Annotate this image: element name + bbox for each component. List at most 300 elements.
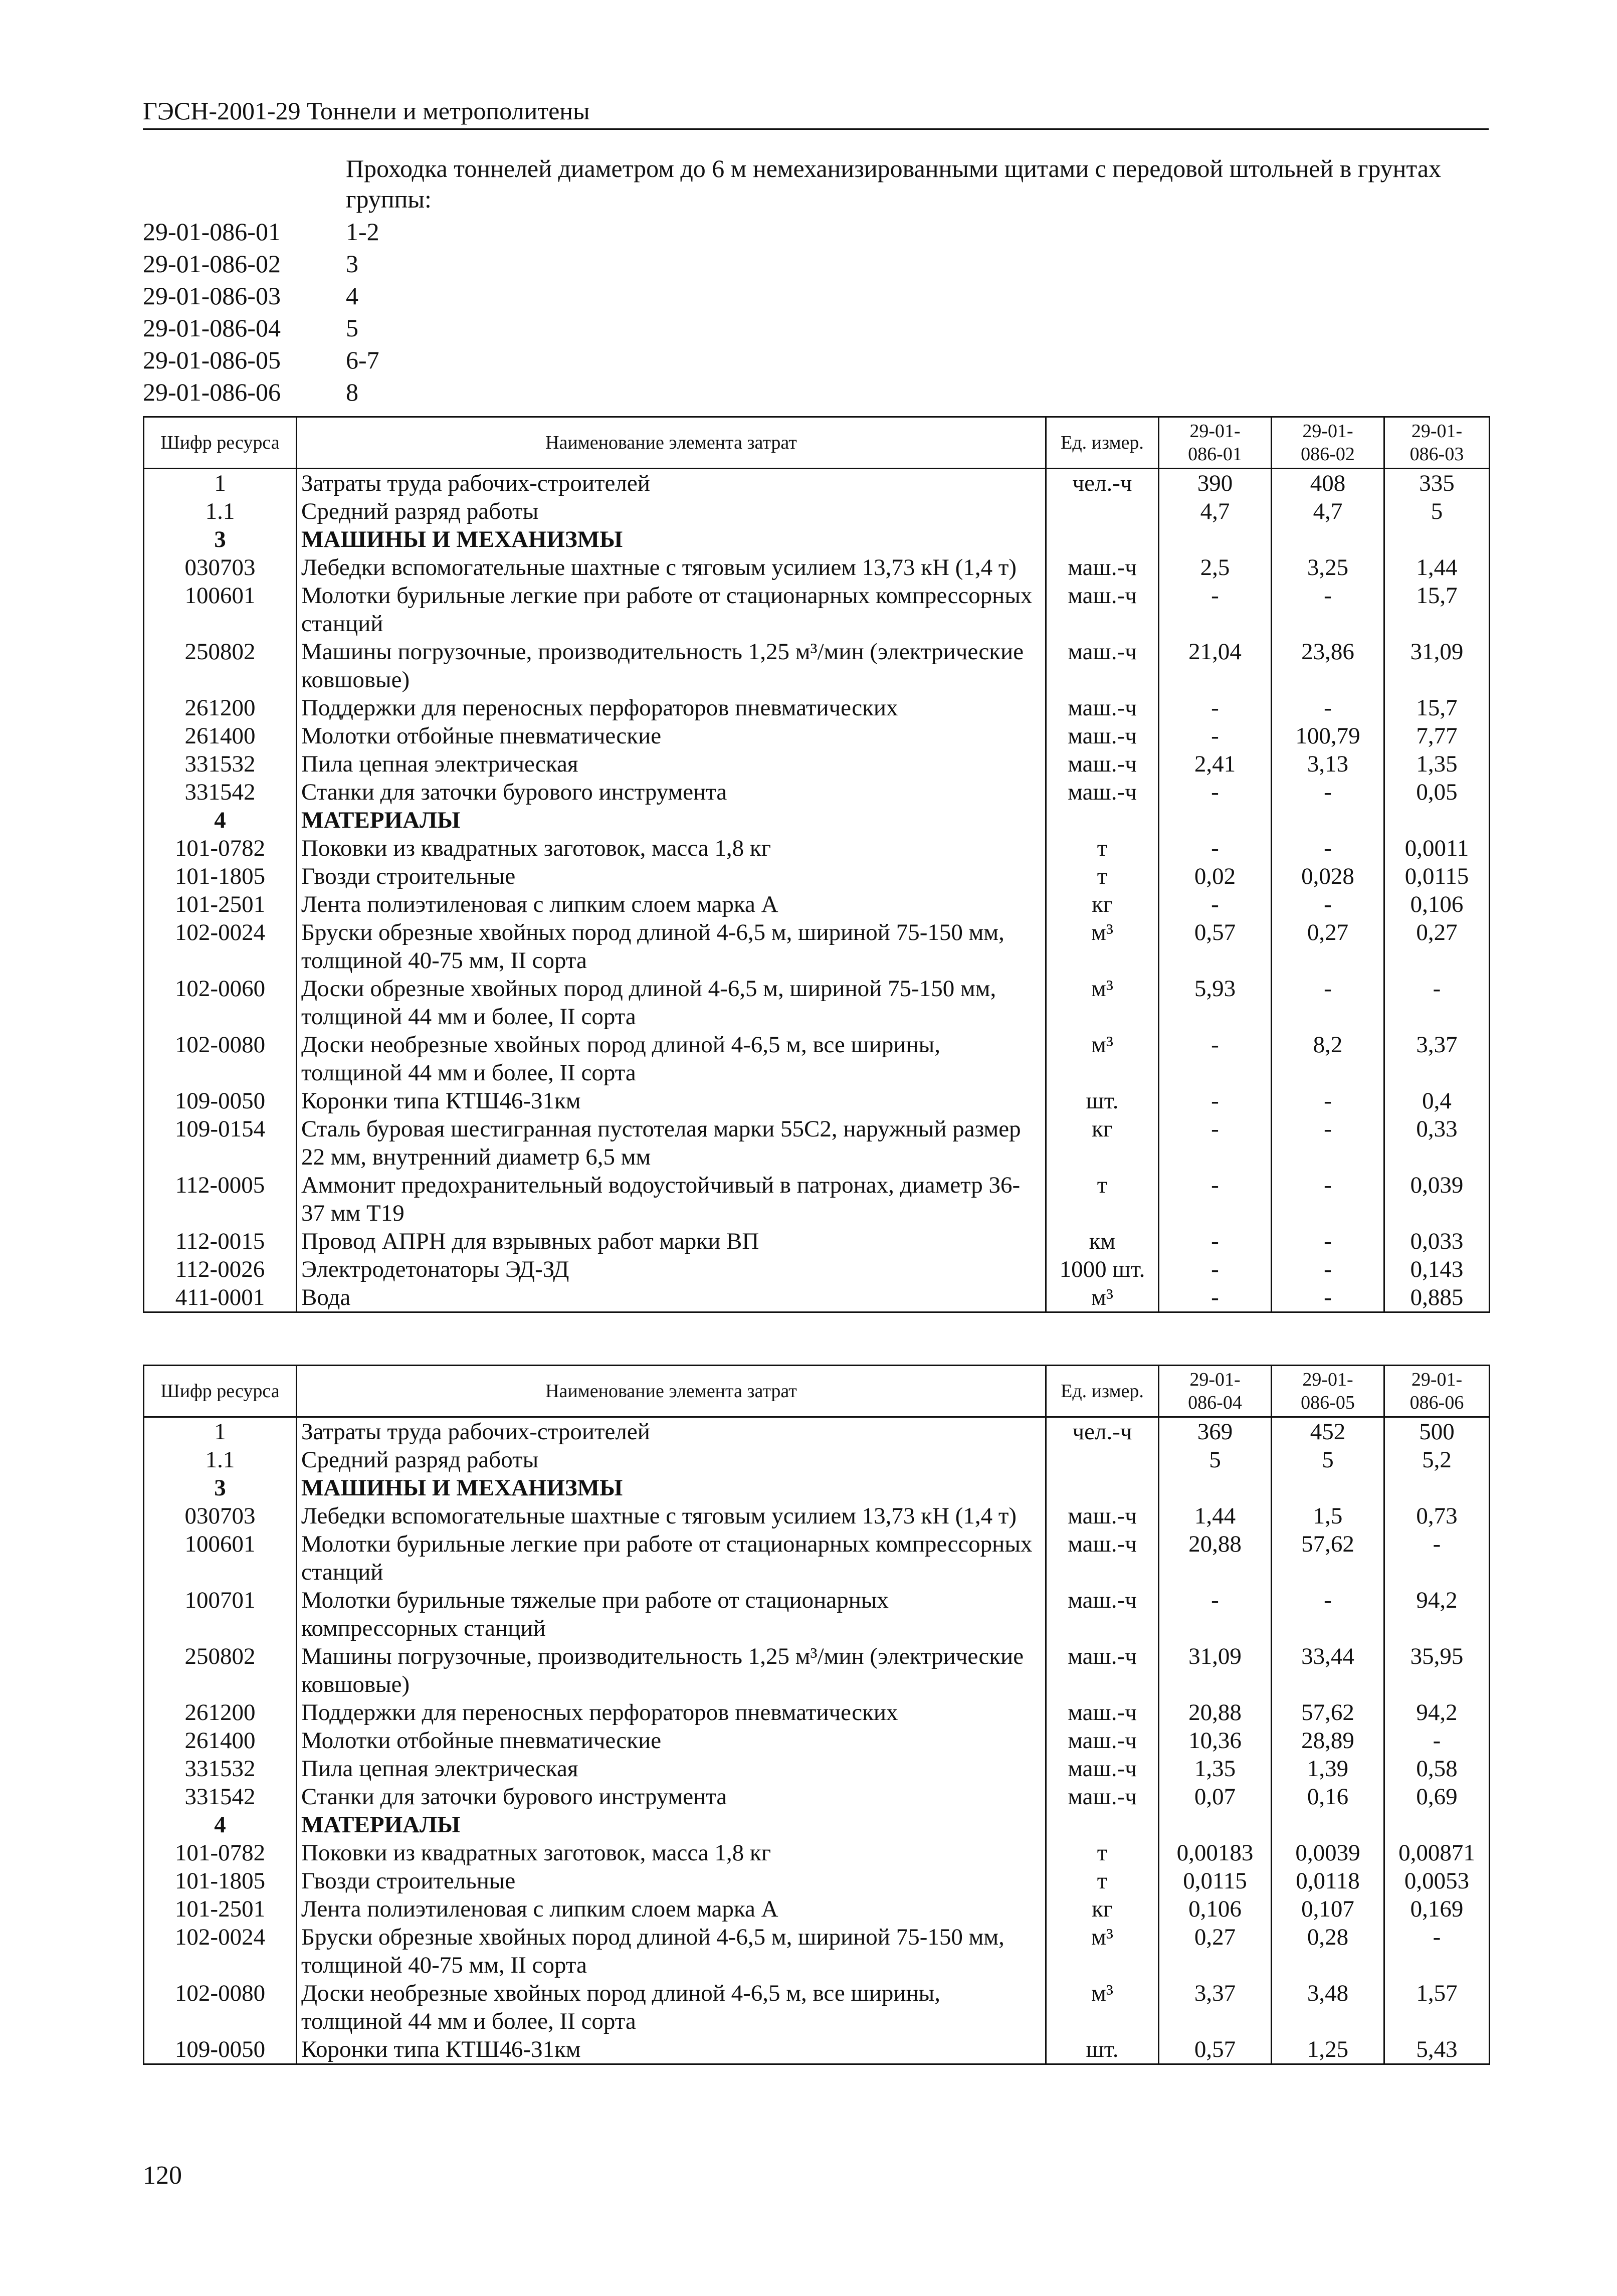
cell-code: 250802 xyxy=(144,1642,297,1698)
cell-value: 100,79 xyxy=(1272,722,1384,750)
cell-unit xyxy=(1046,806,1159,834)
cell-code: 1 xyxy=(144,469,297,498)
cell-name: Аммонит предохранительный водоустойчивый в патронах, диаметр 36-37 мм Т19 xyxy=(297,1171,1046,1227)
cell-code: 102-0080 xyxy=(144,1031,297,1087)
cell-value: 0,00183 xyxy=(1159,1839,1272,1867)
table-row xyxy=(144,1755,1490,1783)
cell-code: 109-0154 xyxy=(144,1115,297,1171)
cell-unit xyxy=(1046,497,1159,525)
cell-value xyxy=(1159,1474,1272,1502)
table-row xyxy=(144,1283,1490,1312)
cell-name: Станки для заточки бурового инструмента xyxy=(297,1783,1046,1811)
cell-value: 1,44 xyxy=(1159,1502,1272,1530)
code-list-group: 8 xyxy=(346,378,358,406)
cell-unit: т xyxy=(1046,834,1159,862)
cell-unit: м³ xyxy=(1046,975,1159,1031)
cell-code: 261400 xyxy=(144,1727,297,1755)
cell-value: 0,69 xyxy=(1384,1783,1490,1811)
cell-value: 0,33 xyxy=(1384,1115,1490,1171)
cell-unit: маш.-ч xyxy=(1046,722,1159,750)
cell-value: 0,27 xyxy=(1272,918,1384,975)
cell-name: МАТЕРИАЛЫ xyxy=(297,1811,1046,1839)
cell-code: 101-0782 xyxy=(144,834,297,862)
table-row xyxy=(144,778,1490,806)
cell-name: Лента полиэтиленовая с липким слоем марка А xyxy=(297,890,1046,918)
cell-value: - xyxy=(1272,1115,1384,1171)
table-row xyxy=(144,1446,1490,1474)
cell-value: - xyxy=(1159,1283,1272,1312)
cell-name: Сталь буровая шестигранная пустотелая марки 55С2, наружный размер 22 мм, внутренний диаметр 6,5 мм xyxy=(297,1115,1046,1171)
cell-value: 33,44 xyxy=(1272,1642,1384,1698)
cell-value: 8,2 xyxy=(1272,1031,1384,1087)
cell-unit: т xyxy=(1046,862,1159,890)
header-col: 29-01- 086-02 xyxy=(1272,417,1384,469)
cell-name: Гвозди строительные xyxy=(297,862,1046,890)
cell-name: Поддержки для переносных перфораторов пневматических xyxy=(297,1698,1046,1727)
code-list xyxy=(143,216,379,408)
header-unit: Ед. измер. xyxy=(1046,417,1159,469)
cell-name: МАТЕРИАЛЫ xyxy=(297,806,1046,834)
cell-value: 0,57 xyxy=(1159,2035,1272,2064)
cell-code: 101-1805 xyxy=(144,862,297,890)
cell-code: 331532 xyxy=(144,1755,297,1783)
cell-name: Поковки из квадратных заготовок, масса 1,8 кг xyxy=(297,834,1046,862)
cell-code: 101-2501 xyxy=(144,1895,297,1923)
cell-unit: чел.-ч xyxy=(1046,1417,1159,1446)
cell-value: - xyxy=(1159,778,1272,806)
cell-value xyxy=(1384,1811,1490,1839)
cell-code: 101-2501 xyxy=(144,890,297,918)
cell-value: - xyxy=(1159,834,1272,862)
cell-value: 4,7 xyxy=(1272,497,1384,525)
table-row xyxy=(144,553,1490,582)
table-row xyxy=(144,638,1490,694)
cell-unit xyxy=(1046,1474,1159,1502)
cell-unit: маш.-ч xyxy=(1046,1783,1159,1811)
table-body xyxy=(144,1417,1490,2064)
table-row xyxy=(144,1839,1490,1867)
cell-value: 3,48 xyxy=(1272,1979,1384,2035)
code-list-group: 1-2 xyxy=(346,218,379,246)
header-unit: Ед. измер. xyxy=(1046,1366,1159,1417)
cell-value: 94,2 xyxy=(1384,1586,1490,1642)
cell-value: 21,04 xyxy=(1159,638,1272,694)
cell-unit: маш.-ч xyxy=(1046,778,1159,806)
table-row xyxy=(144,1727,1490,1755)
cell-unit xyxy=(1046,525,1159,553)
cell-unit: маш.-ч xyxy=(1046,1586,1159,1642)
resource-table-1 xyxy=(143,416,1490,1313)
code-list-code: 29-01-086-01 xyxy=(143,218,281,246)
cell-unit: кг xyxy=(1046,1895,1159,1923)
cell-unit: маш.-ч xyxy=(1046,582,1159,638)
cell-value: - xyxy=(1159,1115,1272,1171)
cell-value: - xyxy=(1272,1283,1384,1312)
cell-unit: маш.-ч xyxy=(1046,1642,1159,1698)
cell-name: Лебедки вспомогательные шахтные с тяговым усилием 13,73 кН (1,4 т) xyxy=(297,1502,1046,1530)
cell-value: - xyxy=(1159,1227,1272,1255)
cell-value: 1,5 xyxy=(1272,1502,1384,1530)
cell-value: 5 xyxy=(1272,1446,1384,1474)
table-row xyxy=(144,1530,1490,1586)
cell-value: 31,09 xyxy=(1159,1642,1272,1698)
cell-name: Станки для заточки бурового инструмента xyxy=(297,778,1046,806)
cell-name: Доски необрезные хвойных пород длиной 4-6,5 м, все ширины, толщиной 44 мм и более, II сорта xyxy=(297,1031,1046,1087)
cell-value xyxy=(1159,1811,1272,1839)
cell-value: 94,2 xyxy=(1384,1698,1490,1727)
cell-value: - xyxy=(1272,834,1384,862)
cell-value: 390 xyxy=(1159,469,1272,498)
cell-value: - xyxy=(1272,1586,1384,1642)
cell-value: 0,00871 xyxy=(1384,1839,1490,1867)
cell-value: - xyxy=(1159,722,1272,750)
cell-name: Машины погрузочные, производительность 1,25 м³/мин (электрические ковшовые) xyxy=(297,638,1046,694)
cell-code: 261400 xyxy=(144,722,297,750)
cell-value: 5 xyxy=(1159,1446,1272,1474)
cell-name: Вода xyxy=(297,1283,1046,1312)
cell-value: 408 xyxy=(1272,469,1384,498)
cell-value: - xyxy=(1159,1586,1272,1642)
cell-name: Электродетонаторы ЭД-ЗД xyxy=(297,1255,1046,1283)
cell-value: 1,35 xyxy=(1159,1755,1272,1783)
cell-name: Лебедки вспомогательные шахтные с тяговым усилием 13,73 кН (1,4 т) xyxy=(297,553,1046,582)
section-row xyxy=(144,1811,1490,1839)
cell-value: 4,7 xyxy=(1159,497,1272,525)
cell-value: - xyxy=(1272,1255,1384,1283)
cell-value xyxy=(1272,1811,1384,1839)
cell-value: 0,0039 xyxy=(1272,1839,1384,1867)
cell-code: 100601 xyxy=(144,582,297,638)
cell-value: - xyxy=(1159,1031,1272,1087)
cell-value: 0,07 xyxy=(1159,1783,1272,1811)
cell-value: - xyxy=(1272,778,1384,806)
cell-value: 5 xyxy=(1384,497,1490,525)
cell-value: 10,36 xyxy=(1159,1727,1272,1755)
section-row xyxy=(144,806,1490,834)
cell-unit: км xyxy=(1046,1227,1159,1255)
code-list-item xyxy=(143,216,379,248)
cell-name: Пила цепная электрическая xyxy=(297,1755,1046,1783)
code-list-code: 29-01-086-06 xyxy=(143,378,281,406)
cell-value: - xyxy=(1159,1171,1272,1227)
resource-table-2 xyxy=(143,1365,1490,2065)
cell-value: - xyxy=(1272,1171,1384,1227)
cell-unit: кг xyxy=(1046,1115,1159,1171)
cell-code: 102-0080 xyxy=(144,1979,297,2035)
code-list-item xyxy=(143,376,379,408)
cell-value: - xyxy=(1272,582,1384,638)
code-list-group: 4 xyxy=(346,282,358,310)
cell-value: 5,43 xyxy=(1384,2035,1490,2064)
table-row xyxy=(144,975,1490,1031)
cell-unit: маш.-ч xyxy=(1046,638,1159,694)
code-list-item xyxy=(143,280,379,312)
cell-code: 261200 xyxy=(144,1698,297,1727)
table-row xyxy=(144,1031,1490,1087)
cell-value: 452 xyxy=(1272,1417,1384,1446)
table-row xyxy=(144,1255,1490,1283)
cell-value xyxy=(1272,806,1384,834)
table-row xyxy=(144,834,1490,862)
cell-code: 1.1 xyxy=(144,497,297,525)
cell-value: 23,86 xyxy=(1272,638,1384,694)
cell-code: 100701 xyxy=(144,1586,297,1642)
cell-unit: 1000 шт. xyxy=(1046,1255,1159,1283)
cell-name: Пила цепная электрическая xyxy=(297,750,1046,778)
cell-unit: маш.-ч xyxy=(1046,750,1159,778)
code-list-group: 5 xyxy=(346,314,358,342)
table-row xyxy=(144,1895,1490,1923)
code-list-group: 6-7 xyxy=(346,346,379,374)
cell-value: 0,169 xyxy=(1384,1895,1490,1923)
cell-value: 1,44 xyxy=(1384,553,1490,582)
table-row xyxy=(144,1923,1490,1979)
table-row xyxy=(144,1642,1490,1698)
cell-value: 57,62 xyxy=(1272,1530,1384,1586)
cell-code: 4 xyxy=(144,806,297,834)
code-list-code: 29-01-086-03 xyxy=(143,282,281,310)
code-list-item xyxy=(143,312,379,344)
cell-code: 101-1805 xyxy=(144,1867,297,1895)
header-col: 29-01- 086-03 xyxy=(1384,417,1490,469)
code-list-code: 29-01-086-04 xyxy=(143,314,281,342)
cell-unit: м³ xyxy=(1046,1283,1159,1312)
cell-code: 1.1 xyxy=(144,1446,297,1474)
cell-value xyxy=(1159,806,1272,834)
cell-code: 102-0060 xyxy=(144,975,297,1031)
cell-unit: маш.-ч xyxy=(1046,1727,1159,1755)
cell-value xyxy=(1384,1474,1490,1502)
header-col: 29-01- 086-01 xyxy=(1159,417,1272,469)
code-list-item xyxy=(143,344,379,376)
cell-code: 250802 xyxy=(144,638,297,694)
cell-unit: м³ xyxy=(1046,1923,1159,1979)
cell-name: Молотки отбойные пневматические xyxy=(297,1727,1046,1755)
table-row xyxy=(144,750,1490,778)
cell-code: 112-0026 xyxy=(144,1255,297,1283)
cell-name: Гвозди строительные xyxy=(297,1867,1046,1895)
cell-value: - xyxy=(1384,1923,1490,1979)
cell-value: 0,885 xyxy=(1384,1283,1490,1312)
cell-name: Провод АПРН для взрывных работ марки ВП xyxy=(297,1227,1046,1255)
cell-name: Коронки типа КТШ46-31км xyxy=(297,2035,1046,2064)
cell-value: 7,77 xyxy=(1384,722,1490,750)
table-row xyxy=(144,1698,1490,1727)
cell-code: 109-0050 xyxy=(144,1087,297,1115)
cell-name: Поддержки для переносных перфораторов пневматических xyxy=(297,694,1046,722)
cell-value: - xyxy=(1159,694,1272,722)
section-row xyxy=(144,1474,1490,1502)
table-row xyxy=(144,890,1490,918)
cell-name: Средний разряд работы xyxy=(297,1446,1046,1474)
cell-unit: маш.-ч xyxy=(1046,1530,1159,1586)
cell-value: 1,25 xyxy=(1272,2035,1384,2064)
cell-value: 57,62 xyxy=(1272,1698,1384,1727)
cell-unit: маш.-ч xyxy=(1046,1698,1159,1727)
cell-value xyxy=(1272,1474,1384,1502)
cell-value xyxy=(1384,806,1490,834)
cell-value: - xyxy=(1272,890,1384,918)
cell-value: 35,95 xyxy=(1384,1642,1490,1698)
cell-code: 030703 xyxy=(144,553,297,582)
cell-name: МАШИНЫ И МЕХАНИЗМЫ xyxy=(297,525,1046,553)
cell-unit: маш.-ч xyxy=(1046,1755,1159,1783)
cell-value: 1,39 xyxy=(1272,1755,1384,1783)
table-row xyxy=(144,918,1490,975)
section-row xyxy=(144,525,1490,553)
cell-unit: т xyxy=(1046,1867,1159,1895)
table-row xyxy=(144,2035,1490,2064)
cell-value: - xyxy=(1384,1727,1490,1755)
section-intro: Проходка тоннелей диаметром до 6 м немеханизированными щитами с передовой штольней в грунтах группы: xyxy=(346,154,1442,213)
cell-name: Коронки типа КТШ46-31км xyxy=(297,1087,1046,1115)
cell-code: 100601 xyxy=(144,1530,297,1586)
cell-name: Молотки бурильные тяжелые при работе от стационарных компрессорных станций xyxy=(297,1586,1046,1642)
cell-value: - xyxy=(1272,694,1384,722)
cell-value: 0,05 xyxy=(1384,778,1490,806)
cell-value: 0,0115 xyxy=(1384,862,1490,890)
cell-value: 0,0011 xyxy=(1384,834,1490,862)
cell-value: 0,106 xyxy=(1384,890,1490,918)
cell-unit xyxy=(1046,1811,1159,1839)
cell-value: 20,88 xyxy=(1159,1530,1272,1586)
table-row xyxy=(144,1115,1490,1171)
cell-code: 4 xyxy=(144,1811,297,1839)
cell-value: 3,37 xyxy=(1159,1979,1272,2035)
cell-code: 261200 xyxy=(144,694,297,722)
page-number: 120 xyxy=(143,2161,182,2190)
cell-value: 0,02 xyxy=(1159,862,1272,890)
cell-value: 0,0115 xyxy=(1159,1867,1272,1895)
table-row xyxy=(144,1502,1490,1530)
cell-value: 1,35 xyxy=(1384,750,1490,778)
table-row xyxy=(144,1867,1490,1895)
cell-value: 5,93 xyxy=(1159,975,1272,1031)
cell-unit: маш.-ч xyxy=(1046,553,1159,582)
cell-name: Молотки отбойные пневматические xyxy=(297,722,1046,750)
cell-unit xyxy=(1046,1446,1159,1474)
cell-code: 112-0005 xyxy=(144,1171,297,1227)
cell-value xyxy=(1384,525,1490,553)
cell-value xyxy=(1159,525,1272,553)
table-header-row xyxy=(144,1366,1490,1417)
cell-name: Доски обрезные хвойных пород длиной 4-6,5 м, шириной 75-150 мм, толщиной 44 мм и более, II сорта xyxy=(297,975,1046,1031)
cell-value: 0,0118 xyxy=(1272,1867,1384,1895)
header-col: 29-01- 086-06 xyxy=(1384,1366,1490,1417)
cell-value: - xyxy=(1384,1530,1490,1586)
cell-value: - xyxy=(1384,975,1490,1031)
cell-name: Лента полиэтиленовая с липким слоем марка А xyxy=(297,1895,1046,1923)
cell-unit: маш.-ч xyxy=(1046,694,1159,722)
table-row xyxy=(144,497,1490,525)
cell-unit: т xyxy=(1046,1171,1159,1227)
cell-name: Поковки из квадратных заготовок, масса 1,8 кг xyxy=(297,1839,1046,1867)
cell-unit: кг xyxy=(1046,890,1159,918)
cell-name: Молотки бурильные легкие при работе от стационарных компрессорных станций xyxy=(297,1530,1046,1586)
cell-value: 31,09 xyxy=(1384,638,1490,694)
header-code: Шифр ресурса xyxy=(144,417,297,469)
table-header-row xyxy=(144,417,1490,469)
cell-value: 1,57 xyxy=(1384,1979,1490,2035)
cell-name: Машины погрузочные, производительность 1,25 м³/мин (электрические ковшовые) xyxy=(297,1642,1046,1698)
cell-value: 369 xyxy=(1159,1417,1272,1446)
table-row xyxy=(144,1087,1490,1115)
cell-value: - xyxy=(1272,975,1384,1031)
cell-value: 0,73 xyxy=(1384,1502,1490,1530)
cell-unit: чел.-ч xyxy=(1046,469,1159,498)
cell-code: 109-0050 xyxy=(144,2035,297,2064)
table-body xyxy=(144,469,1490,1312)
cell-code: 411-0001 xyxy=(144,1283,297,1312)
cell-name: Бруски обрезные хвойных пород длиной 4-6,5 м, шириной 75-150 мм, толщиной 40-75 мм, II сорта xyxy=(297,1923,1046,1979)
header-name: Наименование элемента затрат xyxy=(297,1366,1046,1417)
code-list-code: 29-01-086-02 xyxy=(143,250,281,278)
cell-code: 331532 xyxy=(144,750,297,778)
code-list-item xyxy=(143,248,379,280)
cell-value: 0,0053 xyxy=(1384,1867,1490,1895)
cell-code: 030703 xyxy=(144,1502,297,1530)
table-row xyxy=(144,1979,1490,2035)
cell-value: 500 xyxy=(1384,1417,1490,1446)
code-list-code: 29-01-086-05 xyxy=(143,346,281,374)
cell-value: 0,143 xyxy=(1384,1255,1490,1283)
cell-value: 3,37 xyxy=(1384,1031,1490,1087)
cell-name: Молотки бурильные легкие при работе от стационарных компрессорных станций xyxy=(297,582,1046,638)
cell-value: 28,89 xyxy=(1272,1727,1384,1755)
cell-value: 0,27 xyxy=(1159,1923,1272,1979)
header-code: Шифр ресурса xyxy=(144,1366,297,1417)
cell-value: 2,5 xyxy=(1159,553,1272,582)
cell-value: 0,033 xyxy=(1384,1227,1490,1255)
cell-name: МАШИНЫ И МЕХАНИЗМЫ xyxy=(297,1474,1046,1502)
cell-code: 112-0015 xyxy=(144,1227,297,1255)
cell-unit: шт. xyxy=(1046,2035,1159,2064)
cell-value: 2,41 xyxy=(1159,750,1272,778)
cell-code: 331542 xyxy=(144,1783,297,1811)
cell-value: 0,107 xyxy=(1272,1895,1384,1923)
header-col: 29-01- 086-05 xyxy=(1272,1366,1384,1417)
cell-name: Затраты труда рабочих-строителей xyxy=(297,469,1046,498)
cell-value: 3,25 xyxy=(1272,553,1384,582)
cell-value: 0,27 xyxy=(1384,918,1490,975)
cell-code: 102-0024 xyxy=(144,1923,297,1979)
cell-value: - xyxy=(1159,1087,1272,1115)
cell-name: Затраты труда рабочих-строителей xyxy=(297,1417,1046,1446)
table-row xyxy=(144,862,1490,890)
cell-code: 3 xyxy=(144,1474,297,1502)
cell-value: 20,88 xyxy=(1159,1698,1272,1727)
cell-code: 102-0024 xyxy=(144,918,297,975)
table-row xyxy=(144,1227,1490,1255)
cell-value: - xyxy=(1159,582,1272,638)
cell-value xyxy=(1272,525,1384,553)
page-header: ГЭСН-2001-29 Тоннели и метрополитены xyxy=(143,96,1489,130)
code-list-group: 3 xyxy=(346,250,358,278)
cell-value: - xyxy=(1159,890,1272,918)
cell-unit: маш.-ч xyxy=(1046,1502,1159,1530)
table-row xyxy=(144,1586,1490,1642)
cell-name: Средний разряд работы xyxy=(297,497,1046,525)
cell-value: 3,13 xyxy=(1272,750,1384,778)
cell-name: Бруски обрезные хвойных пород длиной 4-6,5 м, шириной 75-150 мм, толщиной 40-75 мм, II сорта xyxy=(297,918,1046,975)
cell-code: 331542 xyxy=(144,778,297,806)
cell-unit: шт. xyxy=(1046,1087,1159,1115)
cell-value: - xyxy=(1272,1087,1384,1115)
cell-value: - xyxy=(1159,1255,1272,1283)
cell-value: 15,7 xyxy=(1384,694,1490,722)
table-row xyxy=(144,1417,1490,1446)
cell-value: 335 xyxy=(1384,469,1490,498)
